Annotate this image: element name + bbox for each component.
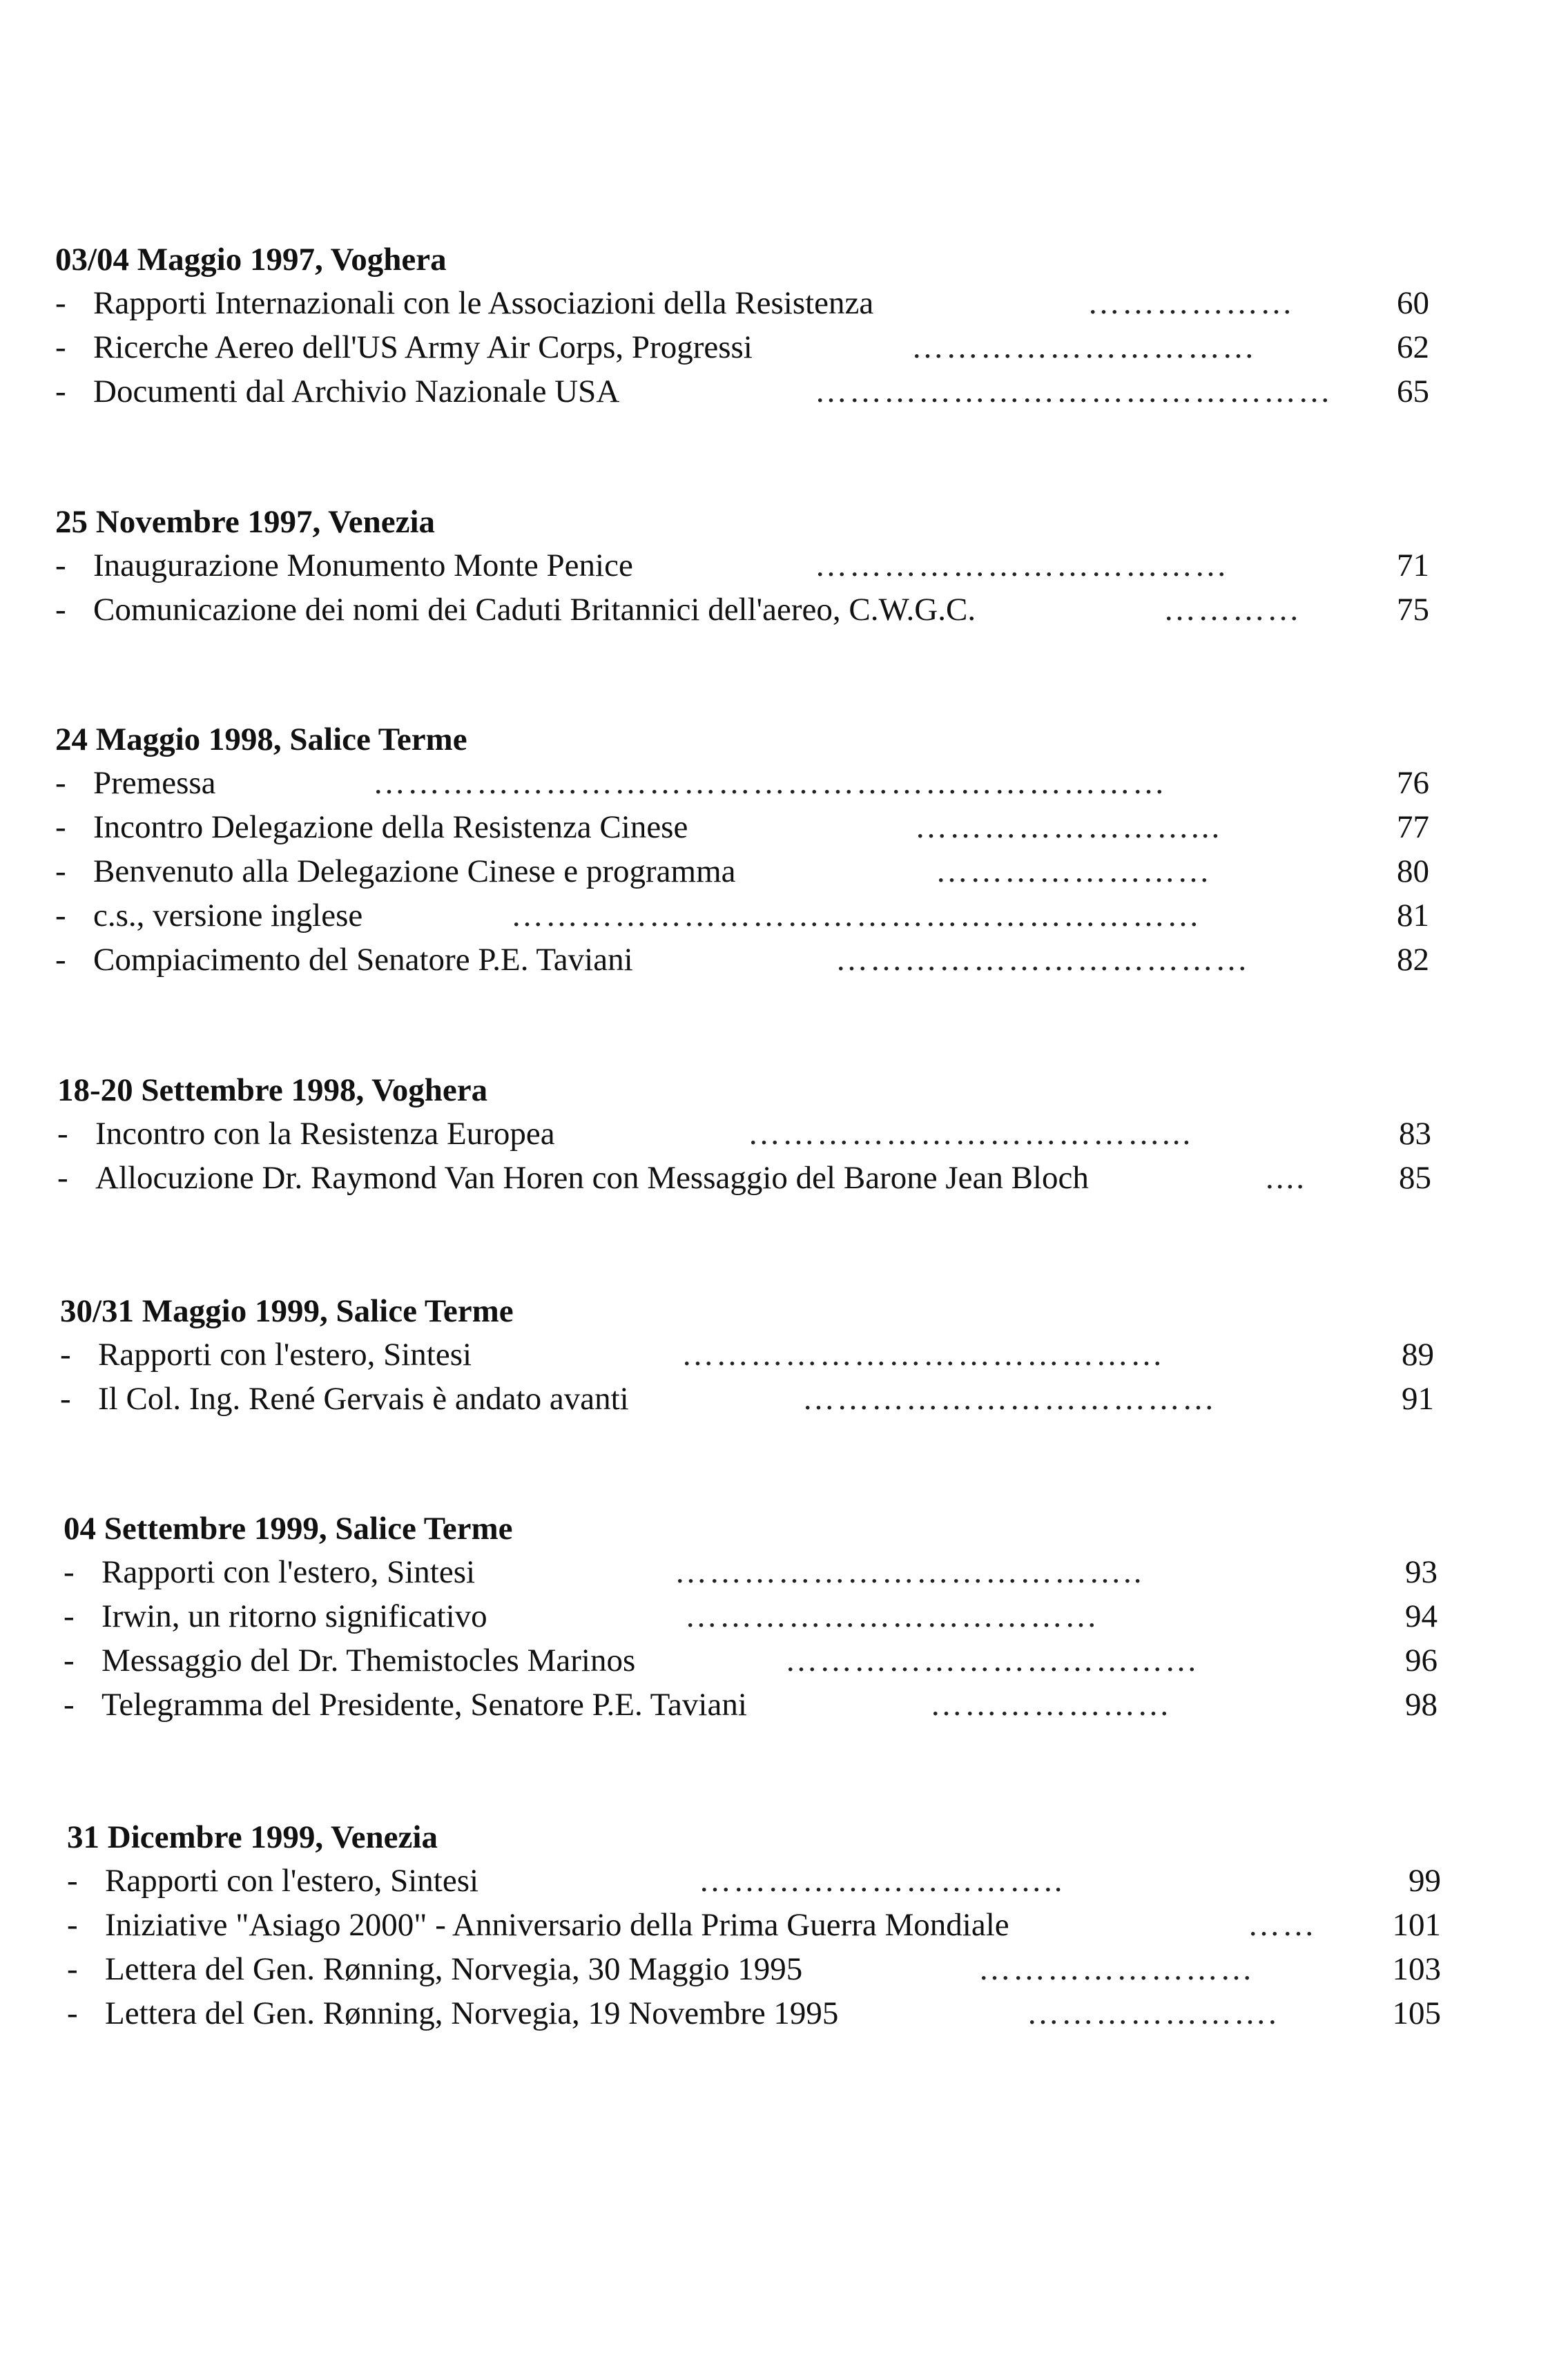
toc-entry bbox=[67, 1991, 1441, 2035]
toc-entry bbox=[55, 369, 1429, 414]
page-number: 76 bbox=[1397, 765, 1429, 801]
page-number: 89 bbox=[1402, 1337, 1434, 1373]
dot-leader: …… bbox=[1248, 1907, 1317, 1943]
dot-leader: …………………………………… bbox=[681, 1337, 1165, 1373]
page-number: 65 bbox=[1397, 374, 1429, 409]
entry-dash: - bbox=[55, 809, 66, 845]
dot-leader: ……………………………… bbox=[815, 548, 1229, 583]
entry-dash: - bbox=[55, 592, 66, 628]
dot-leader: …………………………………………………………… bbox=[373, 765, 1167, 801]
dot-leader: ……………………………… bbox=[802, 1381, 1217, 1417]
toc-entry bbox=[55, 543, 1429, 588]
entry-title: Incontro Delegazione della Resistenza Cinese bbox=[93, 809, 688, 845]
dot-leader: ……………………………… bbox=[685, 1598, 1099, 1634]
dot-leader: …………………. bbox=[1027, 1995, 1279, 2031]
entry-dash: - bbox=[64, 1554, 75, 1590]
section-heading: 03/04 Maggio 1997, Voghera bbox=[55, 242, 447, 278]
toc-entry bbox=[64, 1683, 1438, 1727]
toc-entry bbox=[55, 805, 1429, 849]
entry-title: Benvenuto alla Delegazione Cinese e programma bbox=[93, 853, 736, 889]
entry-title: Comunicazione dei nomi dei Caduti Britannici dell'aereo, C.W.G.C. bbox=[93, 592, 976, 628]
section-heading: 31 Dicembre 1999, Venezia bbox=[67, 1819, 438, 1855]
section-heading: 24 Maggio 1998, Salice Terme bbox=[55, 722, 467, 757]
entry-title: Rapporti Internazionali con le Associazioni della Resistenza bbox=[93, 285, 874, 321]
entry-dash: - bbox=[67, 1863, 78, 1899]
entry-title: Lettera del Gen. Rønning, Norvegia, 19 Novembre 1995 bbox=[105, 1995, 839, 2031]
dot-leader: ………………………………….. bbox=[675, 1554, 1144, 1590]
page-number: 98 bbox=[1405, 1687, 1438, 1723]
page-number: 83 bbox=[1399, 1116, 1431, 1152]
dot-leader: ……………………………………… bbox=[815, 374, 1333, 409]
toc-section bbox=[57, 1069, 1431, 1200]
page-number: 71 bbox=[1397, 548, 1429, 583]
section-heading: 25 Novembre 1997, Venezia bbox=[55, 504, 436, 540]
page-number: 81 bbox=[1397, 898, 1429, 933]
toc-entry bbox=[67, 1947, 1441, 1991]
entry-title: Rapporti con l'estero, Sintesi bbox=[105, 1863, 479, 1899]
page-number: 62 bbox=[1397, 329, 1429, 365]
entry-title: c.s., versione inglese bbox=[93, 898, 363, 933]
entry-title: Lettera del Gen. Rønning, Norvegia, 30 Maggio 1995 bbox=[105, 1951, 803, 1987]
dot-leader: …………………… bbox=[936, 853, 1212, 889]
toc-section bbox=[55, 718, 1429, 982]
page-number: 82 bbox=[1397, 942, 1429, 978]
entry-title: Ricerche Aereo dell'US Army Air Corps, Progressi bbox=[93, 329, 753, 365]
dot-leader: .... bbox=[1266, 1160, 1306, 1196]
toc-section bbox=[55, 238, 1429, 414]
toc-entry bbox=[55, 588, 1429, 632]
page-number: 60 bbox=[1397, 285, 1429, 321]
entry-dash: - bbox=[64, 1687, 75, 1723]
entry-dash: - bbox=[60, 1381, 71, 1417]
toc-entry bbox=[57, 1156, 1431, 1200]
entry-dash: - bbox=[55, 765, 66, 801]
entry-title: Allocuzione Dr. Raymond Van Horen con Messaggio del Barone Jean Bloch bbox=[95, 1160, 1089, 1196]
page-number: 103 bbox=[1392, 1951, 1441, 1987]
entry-title: Documenti dal Archivio Nazionale USA bbox=[93, 374, 620, 409]
entry-dash: - bbox=[57, 1116, 68, 1152]
entry-dash: - bbox=[67, 1907, 78, 1943]
dot-leader: ………………………………... bbox=[748, 1116, 1193, 1152]
dot-leader: ……………………... bbox=[915, 809, 1222, 845]
page-number: 85 bbox=[1399, 1160, 1431, 1196]
page-number: 77 bbox=[1397, 809, 1429, 845]
dot-leader: …………………… bbox=[978, 1951, 1255, 1987]
page-number: 96 bbox=[1405, 1643, 1438, 1678]
toc-entry bbox=[55, 849, 1429, 893]
entry-dash: - bbox=[64, 1598, 75, 1634]
entry-title: Messaggio del Dr. Themistocles Marinos bbox=[101, 1643, 636, 1678]
toc-section bbox=[55, 501, 1429, 632]
page-number: 75 bbox=[1397, 592, 1429, 628]
entry-title: Telegramma del Presidente, Senatore P.E. Taviani bbox=[101, 1687, 747, 1723]
toc-entry bbox=[60, 1377, 1434, 1421]
page-number: 99 bbox=[1409, 1863, 1441, 1899]
dot-leader: ………………… bbox=[930, 1687, 1172, 1723]
toc-entry bbox=[55, 281, 1429, 325]
toc-entry bbox=[67, 1859, 1441, 1903]
page-number: 91 bbox=[1402, 1381, 1434, 1417]
entry-title: Incontro con la Resistenza Europea bbox=[95, 1116, 555, 1152]
entry-dash: - bbox=[55, 853, 66, 889]
toc-entry bbox=[60, 1333, 1434, 1377]
entry-dash: - bbox=[67, 1951, 78, 1987]
section-heading: 04 Settembre 1999, Salice Terme bbox=[64, 1511, 513, 1547]
dot-leader: ………………………… bbox=[911, 329, 1257, 365]
page-number: 101 bbox=[1392, 1907, 1441, 1943]
dot-leader: ……………………………… bbox=[785, 1643, 1199, 1678]
page-number: 105 bbox=[1392, 1995, 1441, 2031]
toc-entry bbox=[57, 1112, 1431, 1156]
entry-title: Compiacimento del Senatore P.E. Taviani bbox=[93, 942, 633, 978]
dot-leader: …………………………………………………… bbox=[511, 898, 1201, 933]
toc-entry bbox=[55, 761, 1429, 805]
page-number: 94 bbox=[1405, 1598, 1438, 1634]
entry-dash: - bbox=[55, 942, 66, 978]
entry-title: Iniziative "Asiago 2000" - Anniversario della Prima Guerra Mondiale bbox=[105, 1907, 1009, 1943]
entry-dash: - bbox=[60, 1337, 71, 1373]
entry-dash: - bbox=[57, 1160, 68, 1196]
entry-title: Il Col. Ing. René Gervais è andato avanti bbox=[98, 1381, 629, 1417]
toc-entry bbox=[55, 325, 1429, 369]
dot-leader: ………… bbox=[1163, 592, 1301, 628]
entry-dash: - bbox=[55, 548, 66, 583]
entry-title: Inaugurazione Monumento Monte Penice bbox=[93, 548, 633, 583]
dot-leader: ……………… bbox=[1087, 285, 1295, 321]
entry-title: Rapporti con l'estero, Sintesi bbox=[101, 1554, 476, 1590]
toc-entry bbox=[55, 938, 1429, 982]
entry-dash: - bbox=[55, 374, 66, 409]
entry-title: Irwin, un ritorno significativo bbox=[101, 1598, 487, 1634]
page-number: 80 bbox=[1397, 853, 1429, 889]
toc-section bbox=[64, 1507, 1438, 1727]
entry-dash: - bbox=[55, 898, 66, 933]
toc-entry bbox=[64, 1594, 1438, 1638]
dot-leader: ……………………………… bbox=[835, 942, 1250, 978]
toc-section bbox=[67, 1816, 1441, 2035]
page-number: 93 bbox=[1405, 1554, 1438, 1590]
toc-section bbox=[60, 1290, 1434, 1421]
entry-dash: - bbox=[55, 329, 66, 365]
entry-dash: - bbox=[67, 1995, 78, 2031]
section-heading: 30/31 Maggio 1999, Salice Terme bbox=[60, 1293, 514, 1329]
section-heading: 18-20 Settembre 1998, Voghera bbox=[57, 1072, 488, 1108]
entry-dash: - bbox=[64, 1643, 75, 1678]
dot-leader: ………………………….. bbox=[699, 1863, 1065, 1899]
entry-title: Rapporti con l'estero, Sintesi bbox=[98, 1337, 472, 1373]
entry-dash: - bbox=[55, 285, 66, 321]
toc-entry bbox=[64, 1550, 1438, 1594]
toc-entry bbox=[67, 1903, 1441, 1947]
toc-entry bbox=[55, 893, 1429, 938]
toc-entry bbox=[64, 1638, 1438, 1683]
entry-title: Premessa bbox=[93, 765, 216, 801]
